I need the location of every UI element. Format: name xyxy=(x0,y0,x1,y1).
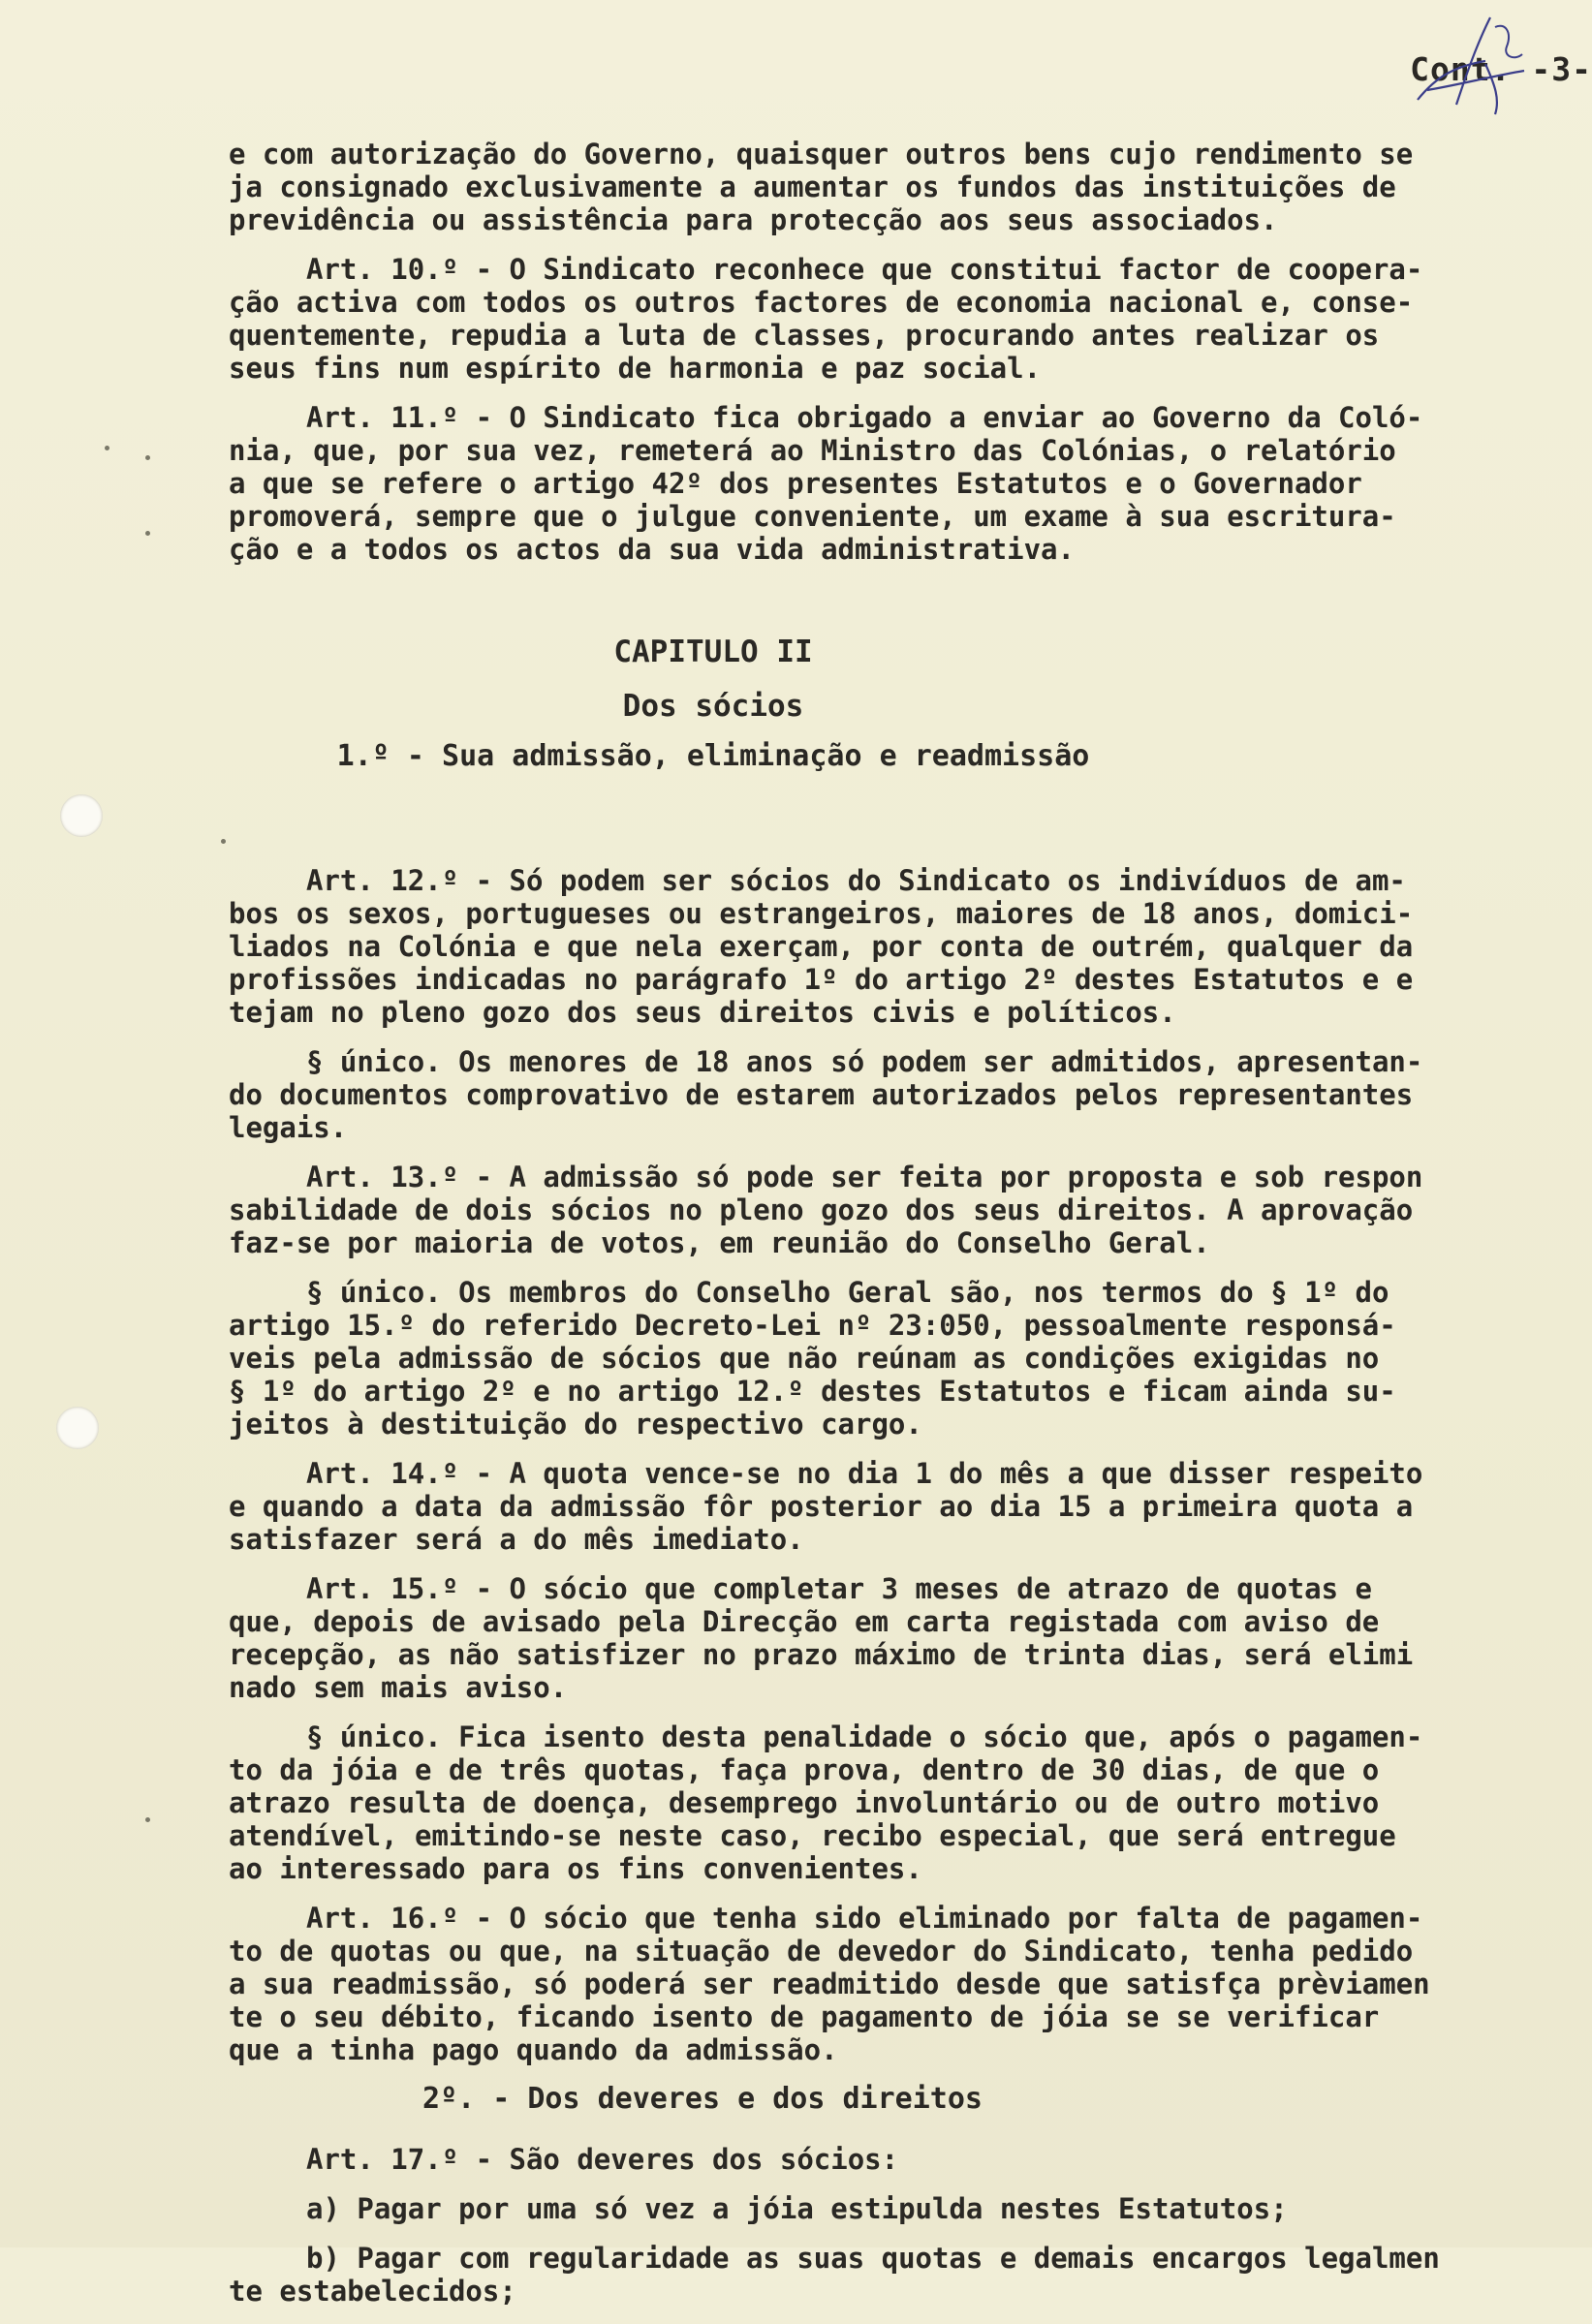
paper-speck xyxy=(145,1817,150,1822)
article-17-item-b xyxy=(229,2242,1592,2308)
section-2-heading: 2º. - Dos deveres e dos direitos xyxy=(422,2082,983,2116)
text-line: ao interessado para os fins convenientes. xyxy=(229,1852,922,1885)
text-line: a) Pagar por uma só vez a jóia estipulda nestes Estatutos; xyxy=(306,2192,1288,2225)
article-10 xyxy=(229,253,1592,385)
text-line: ja consignado exclusivamente a aumentar os fundos das instituições de xyxy=(229,170,1396,203)
paper-speck xyxy=(145,455,150,460)
text-line: § 1º do artigo 2º e no artigo 12.º destes Estatutos e ficam ainda su- xyxy=(229,1375,1396,1408)
text-line: b) Pagar com regularidade as suas quotas e demais encargos legalmen xyxy=(306,2242,1440,2275)
text-line: ção activa com todos os outros factores de economia nacional e, conse- xyxy=(229,286,1414,319)
text-line: e com autorização do Governo, quaisquer outros bens cujo rendimento se xyxy=(229,138,1414,170)
page-number: -3- xyxy=(1531,50,1592,88)
text-line: Art. 10.º - O Sindicato reconhece que constitui factor de coopera- xyxy=(306,253,1423,286)
text-line: Art. 13.º - A admissão só pode ser feita por proposta e sob respon xyxy=(306,1161,1423,1193)
text-line: veis pela admissão de sócios que não reúnam as condições exigidas no xyxy=(229,1342,1380,1375)
text-line: promoverá, sempre que o julgue conveniente, um exame à sua escritura- xyxy=(229,500,1396,533)
text-line: previdência ou assistência para protecção aos seus associados. xyxy=(229,203,1278,236)
text-line: seus fins num espírito de harmonia e paz social. xyxy=(229,352,1042,385)
text-line: quentemente, repudia a luta de classes, procurando antes realizar os xyxy=(229,319,1380,352)
punch-hole-lower xyxy=(56,1407,99,1449)
text-line: que, depois de avisado pela Direcção em carta registada com aviso de xyxy=(229,1605,1380,1638)
article-15 xyxy=(229,1572,1592,1704)
article-12 xyxy=(229,864,1592,1029)
text-line: tejam no pleno gozo dos seus direitos civis e políticos. xyxy=(229,996,1176,1029)
text-line: atrazo resulta de doença, desemprego involuntário ou de outro motivo xyxy=(229,1786,1380,1819)
text-line: a sua readmissão, só poderá ser readmitido desde que satisfça prèviamen xyxy=(229,1968,1430,2000)
continuation-label: Cont. xyxy=(1410,50,1512,88)
text-line: Art. 17.º - São deveres dos sócios: xyxy=(306,2143,899,2176)
chapter-subtitle: Dos sócios xyxy=(622,689,804,724)
article-17-item-a xyxy=(229,2192,1592,2225)
text-line: jeitos à destituição do respectivo cargo. xyxy=(229,1408,922,1441)
section-heading: 1.º - Sua admissão, eliminação e readmissão xyxy=(336,739,1090,773)
article-9-continuation xyxy=(229,138,1592,236)
text-line: § único. Fica isento desta penalidade o sócio que, após o pagamen- xyxy=(306,1720,1423,1753)
text-line: profissões indicadas no parágrafo 1º do artigo 2º destes Estatutos e e xyxy=(229,963,1414,996)
paper-speck xyxy=(105,446,109,450)
article-16 xyxy=(229,1902,1592,2066)
punch-hole-upper xyxy=(60,794,103,837)
text-line: legais. xyxy=(229,1111,348,1144)
text-line: § único. Os menores de 18 anos só podem ser admitidos, apresentan- xyxy=(306,1045,1423,1078)
text-line: bos os sexos, portugueses ou estrangeiros, maiores de 18 anos, domici- xyxy=(229,897,1414,930)
text-line: satisfazer será a do mês imediato. xyxy=(229,1523,804,1556)
text-line: to de quotas ou que, na situação de devedor do Sindicato, tenha pedido xyxy=(229,1935,1414,1968)
paper-speck xyxy=(221,839,226,844)
text-line: que a tinha pago quando da admissão. xyxy=(229,2033,838,2066)
text-line: § único. Os membros do Conselho Geral são, nos termos do § 1º do xyxy=(306,1276,1389,1309)
text-line: recepção, as não satisfizer no prazo máximo de trinta dias, será elimi xyxy=(229,1638,1414,1671)
text-line: Art. 16.º - O sócio que tenha sido eliminado por falta de pagamen- xyxy=(306,1902,1423,1935)
text-line: te estabelecidos; xyxy=(229,2275,516,2308)
text-line: Art. 11.º - O Sindicato fica obrigado a enviar ao Governo da Coló- xyxy=(306,401,1423,434)
text-line: nia, que, por sua vez, remeterá ao Ministro das Colónias, o relatório xyxy=(229,434,1396,467)
article-12-paragraph xyxy=(229,1045,1592,1144)
text-line: atendível, emitindo-se neste caso, recibo especial, que será entregue xyxy=(229,1819,1396,1852)
article-13 xyxy=(229,1161,1592,1259)
text-line: te o seu débito, ficando isento de pagamento de jóia se se verificar xyxy=(229,2000,1380,2033)
document-body xyxy=(229,138,1592,2324)
text-line: do documentos comprovativo de estarem autorizados pelos representantes xyxy=(229,1078,1414,1111)
text-line: sabilidade de dois sócios no pleno gozo dos seus direitos. A aprovação xyxy=(229,1193,1414,1226)
text-line: artigo 15.º do referido Decreto-Lei nº 23:050, pessoalmente responsá- xyxy=(229,1309,1396,1342)
chapter-title: CAPITULO II xyxy=(613,635,813,669)
text-line: faz-se por maioria de votos, em reunião do Conselho Geral. xyxy=(229,1226,1210,1259)
text-line: to da jóia e de três quotas, faça prova, dentro de 30 dias, de que o xyxy=(229,1753,1380,1786)
handwritten-annotation xyxy=(1398,8,1534,124)
text-line: a que se refere o artigo 42º dos presentes Estatutos e o Governador xyxy=(229,467,1362,500)
text-line: e quando a data da admissão fôr posterior ao dia 15 a primeira quota a xyxy=(229,1490,1414,1523)
text-line: Art. 12.º - Só podem ser sócios do Sindicato os indivíduos de am- xyxy=(306,864,1406,897)
text-line: ção e a todos os actos da sua vida administrativa. xyxy=(229,533,1075,566)
article-17 xyxy=(229,2143,1592,2176)
text-line: nado sem mais aviso. xyxy=(229,1671,568,1704)
paper-speck xyxy=(145,531,150,536)
text-line: Art. 15.º - O sócio que completar 3 meses de atrazo de quotas e xyxy=(306,1572,1372,1605)
article-15-paragraph xyxy=(229,1720,1592,1885)
article-14 xyxy=(229,1457,1592,1556)
article-11 xyxy=(229,401,1592,566)
article-13-paragraph xyxy=(229,1276,1592,1441)
text-line: liados na Colónia e que nela exerçam, por conta de outrém, qualquer da xyxy=(229,930,1414,963)
text-line: Art. 14.º - A quota vence-se no dia 1 do mês a que disser respeito xyxy=(306,1457,1423,1490)
